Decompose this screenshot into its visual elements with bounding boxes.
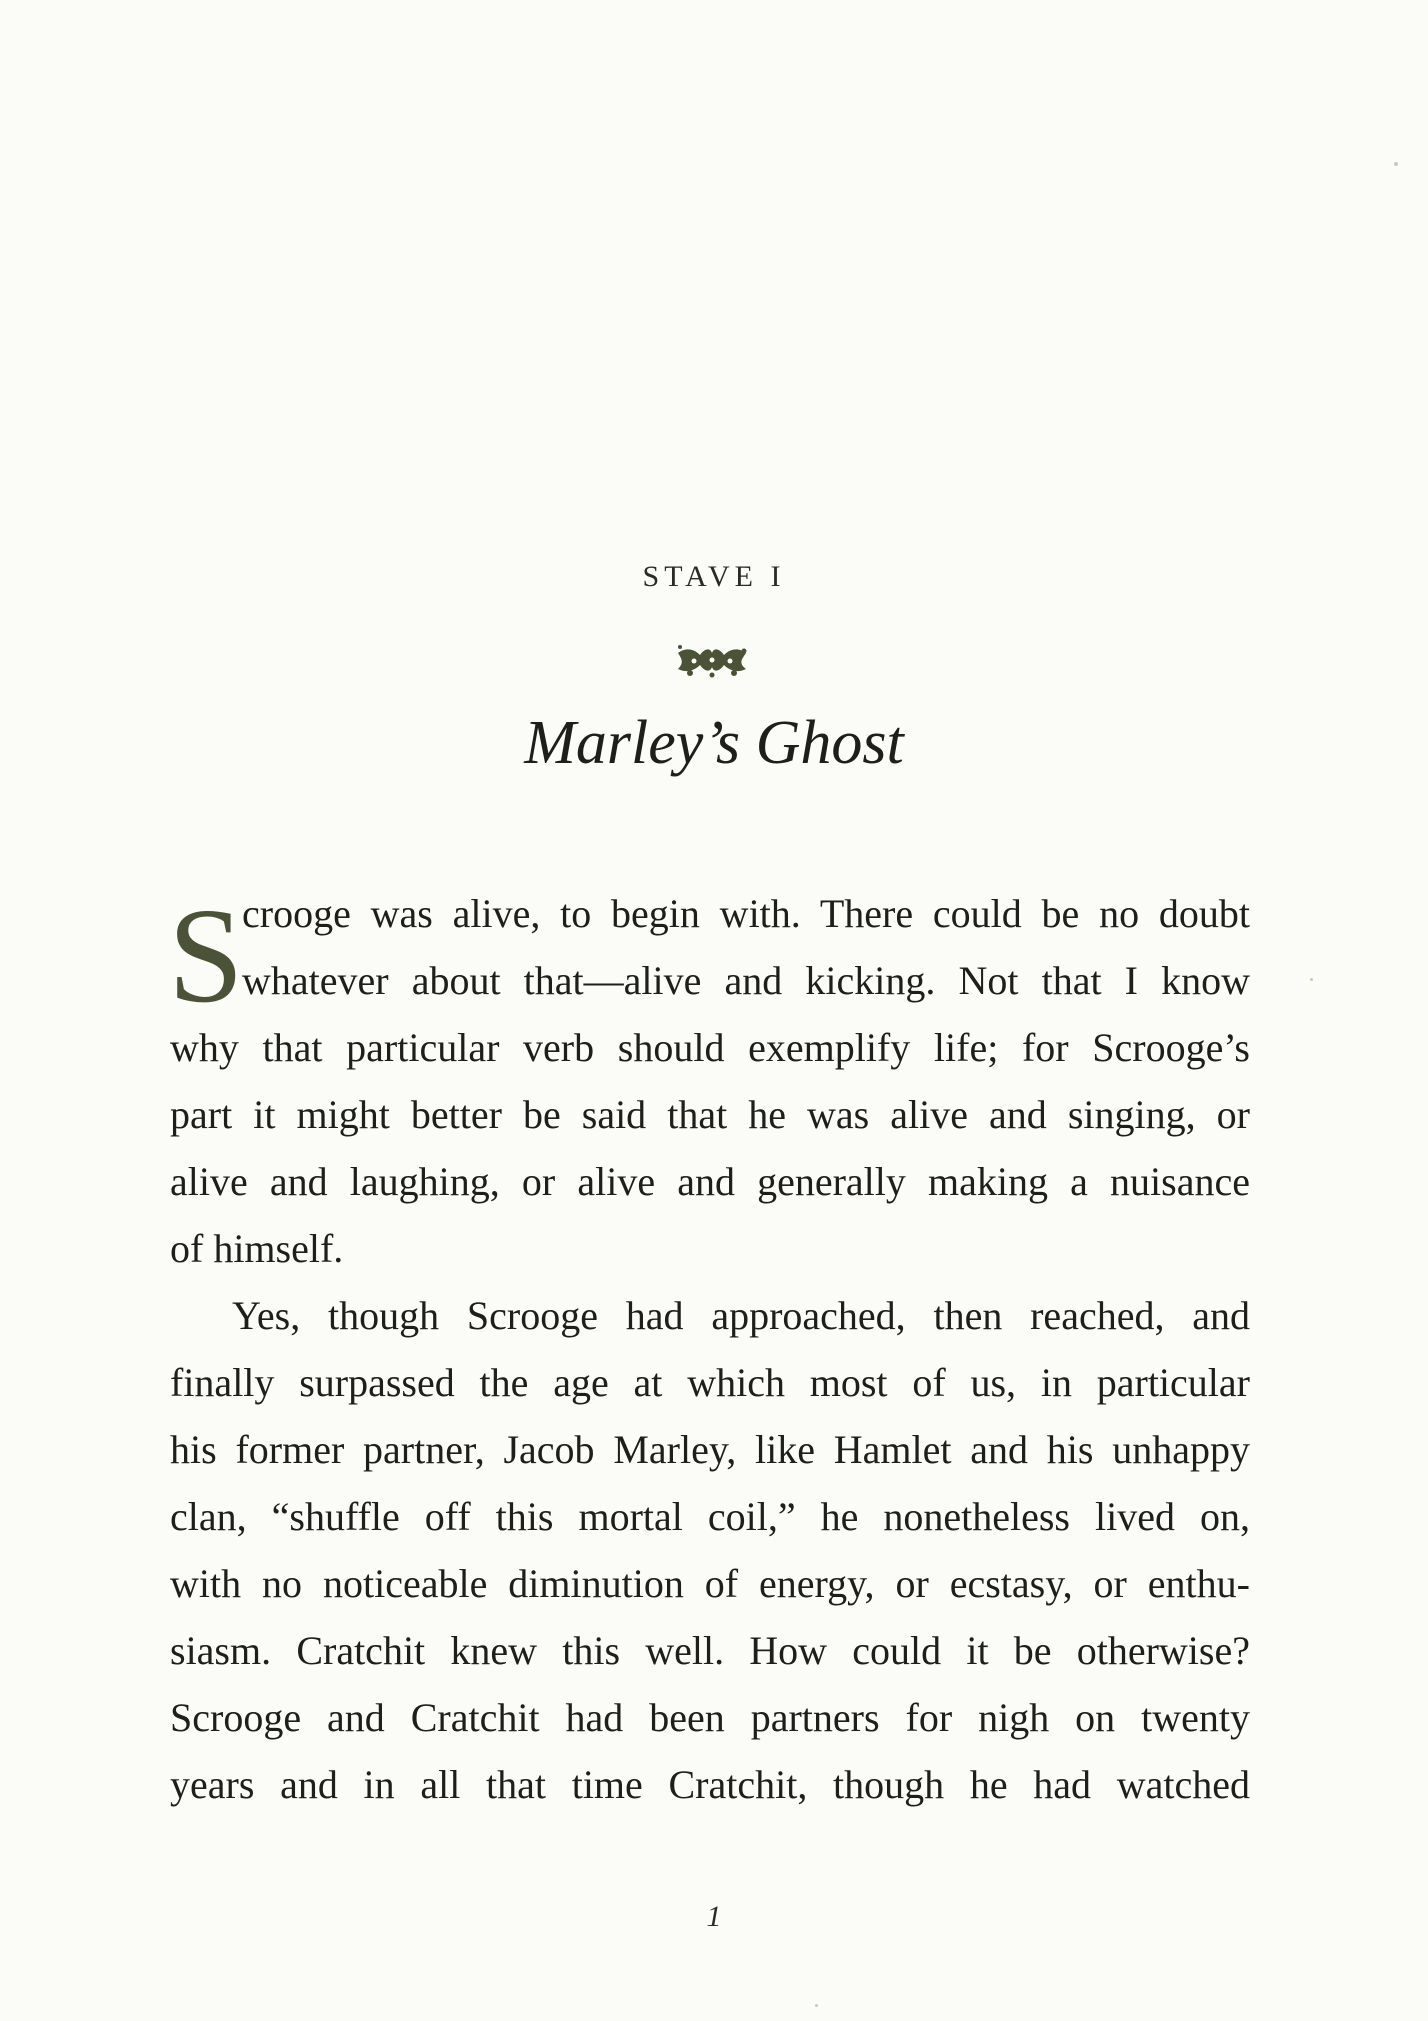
page-number: 1 bbox=[706, 1900, 722, 1933]
floral-ornament-icon bbox=[672, 643, 752, 679]
paper-speck bbox=[1310, 978, 1313, 981]
paragraph-1 bbox=[170, 880, 1250, 1282]
text-line: finally surpassed the age at which most of us, in particular bbox=[170, 1360, 1250, 1405]
paragraph-2 bbox=[170, 1282, 1250, 1818]
stave-label: STAVE I bbox=[642, 560, 786, 593]
text-line: with no noticeable diminution of energy, or ecstasy, or enthu- bbox=[170, 1561, 1250, 1606]
text-line: his former partner, Jacob Marley, like Hamlet and his unhappy bbox=[170, 1427, 1250, 1472]
text-line: siasm. Cratchit knew this well. How could it be otherwise? bbox=[170, 1628, 1250, 1673]
paper-speck bbox=[1394, 162, 1398, 166]
text-line: why that particular verb should exemplify life; for Scrooge’s bbox=[170, 1025, 1250, 1070]
text-line: Scrooge and Cratchit had been partners for nigh on twenty bbox=[170, 1695, 1250, 1740]
text-line: years and in all that time Cratchit, though he had watched bbox=[170, 1762, 1250, 1807]
text-line: alive and laughing, or alive and generally making a nuisance bbox=[170, 1159, 1250, 1204]
drop-cap: S bbox=[168, 881, 244, 1031]
text-line: Yes, though Scrooge had approached, then reached, and bbox=[232, 1293, 1250, 1338]
chapter-title: Marley’s Ghost bbox=[524, 709, 904, 777]
text-line: part it might better be said that he was alive and singing, or bbox=[170, 1092, 1250, 1137]
text-line: of himself. bbox=[170, 1226, 344, 1271]
text-line: whatever about that—alive and kicking. Not that I know bbox=[242, 958, 1250, 1003]
body-text bbox=[170, 880, 1250, 1818]
text-line: clan, “shuffle off this mortal coil,” he nonetheless lived on, bbox=[170, 1494, 1250, 1539]
text-line: crooge was alive, to begin with. There could be no doubt bbox=[242, 891, 1250, 936]
paper-speck bbox=[815, 2004, 818, 2007]
